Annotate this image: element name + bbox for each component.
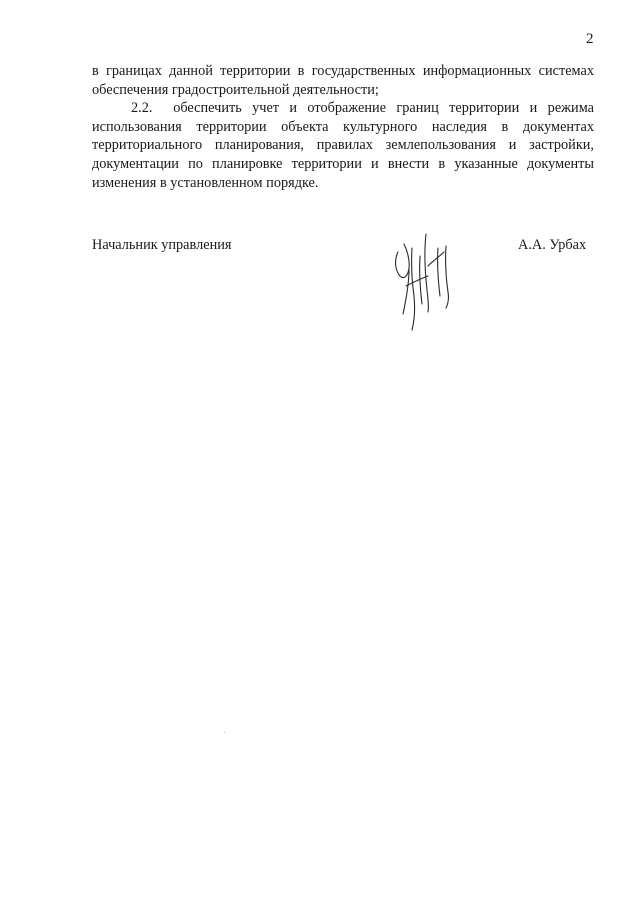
item-number: 2.2. xyxy=(131,100,153,117)
page-number: 2 xyxy=(586,31,594,47)
signatory-name: А.А. Урбах xyxy=(518,237,587,253)
item-2-2-paragraph xyxy=(92,99,594,192)
scan-speck xyxy=(224,732,225,733)
handwritten-signature xyxy=(382,226,462,336)
item-text: обеспечить учет и отображение границ территории и режима использования территории объекта культурного наследия в документах территориального планирования, правилах землепользования и застройки, документации по планировке территории и внести в указанные документы изменения в установленном порядке. xyxy=(92,100,595,191)
signatory-title: Начальник управления xyxy=(92,237,232,253)
continuation-paragraph: в границах данной территории в государственных информационных системах обеспечения градостроительной деятельности; xyxy=(92,63,594,98)
document-body xyxy=(92,62,594,192)
